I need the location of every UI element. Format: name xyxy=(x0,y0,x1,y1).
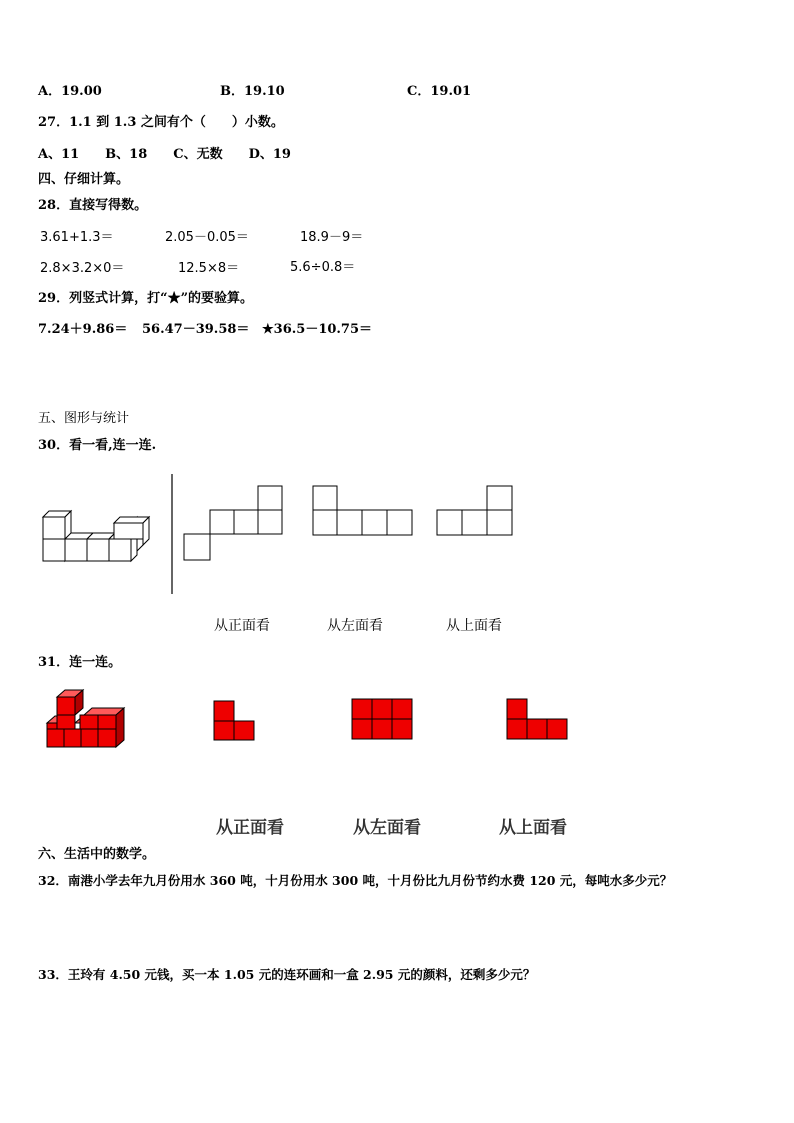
q29-item-2: 56.47－39.58＝ xyxy=(142,322,250,337)
q28-stem: 28．直接写得数。 xyxy=(38,198,148,213)
q26-option-b: B．19.10 xyxy=(220,84,285,99)
q30-view-grid-3 xyxy=(434,484,516,540)
q31-view-label-front: 从正面看 xyxy=(216,818,284,838)
q33-stem: 33．王玲有 4.50 元钱，买一本 1.05 元的连环画和一盒 2.95 元的颜料，还剩多少元？ xyxy=(38,967,536,982)
q29-stem: 29．列竖式计算，打“★”的要验算。 xyxy=(38,291,254,306)
q30-view-grid-1 xyxy=(180,484,285,564)
q30-view-grid-2 xyxy=(310,484,415,540)
q28-item-3: 18.9－9＝ xyxy=(300,230,364,245)
q28-item-6: 5.6÷0.8＝ xyxy=(290,260,356,275)
q31-view-grid-3 xyxy=(505,697,571,743)
q29-item-1: 7.24＋9.86＝ xyxy=(38,322,128,337)
q27-stem: 27．1.1 到 1.3 之间有个（ ）小数。 xyxy=(38,115,284,130)
q27-options: A、11 B、18 C、无数 D、19 xyxy=(38,147,291,162)
q26-option-c: C．19.01 xyxy=(407,84,472,99)
section6-title: 六、生活中的数学。 xyxy=(38,847,156,862)
q28-item-2: 2.05－0.05＝ xyxy=(165,230,249,245)
q30-view-label-top: 从上面看 xyxy=(446,618,502,634)
q30-view-label-left: 从左面看 xyxy=(327,618,383,634)
q31-stem: 31．连一连。 xyxy=(38,655,122,670)
q29-item-3: ★36.5－10.75＝ xyxy=(262,322,373,337)
q30-stem: 30．看一看,连一连. xyxy=(38,438,157,453)
q31-view-grid-1 xyxy=(211,699,257,743)
q28-item-5: 12.5×8＝ xyxy=(178,261,240,276)
q31-view-grid-2 xyxy=(350,697,414,743)
q28-item-1: 3.61+1.3＝ xyxy=(40,230,114,245)
section5-title: 五、图形与统计 xyxy=(38,411,130,426)
section4-title: 四、仔细计算。 xyxy=(38,172,130,187)
q30-solid-figure xyxy=(38,510,158,570)
q31-view-label-left: 从左面看 xyxy=(353,818,421,838)
q30-divider-line xyxy=(171,474,175,596)
q31-view-label-top: 从上面看 xyxy=(499,818,567,838)
q28-item-4: 2.8×3.2×0＝ xyxy=(40,261,125,276)
q30-view-label-front: 从正面看 xyxy=(214,618,270,634)
q26-option-a: A．19.00 xyxy=(38,84,102,99)
q32-stem: 32．南港小学去年九月份用水 360 吨，十月份用水 300 吨，十月份比九月份节约水费 120 元，每吨水多少元？ xyxy=(38,873,673,888)
q31-solid-figure xyxy=(44,688,128,750)
